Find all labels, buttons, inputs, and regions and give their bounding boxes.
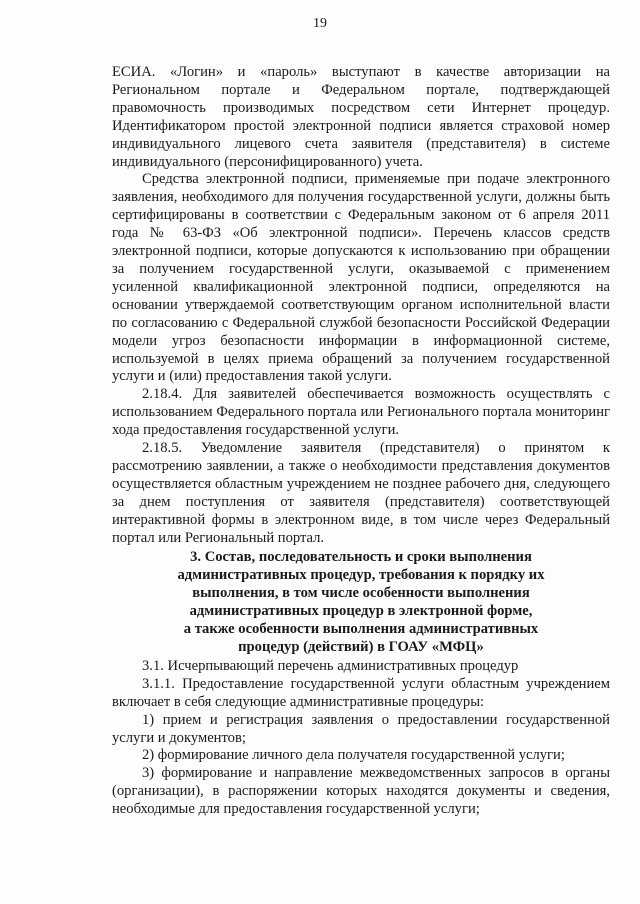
paragraph-2-18-4: 2.18.4. Для заявителей обеспечивается возможность осуществлять с использованием Федерального портала или Регионального портала мониторинг хода предоставления государственной услуги. <box>112 386 610 439</box>
heading-line: а также особенности выполнения административных <box>183 621 539 638</box>
list-item-2: 2) формирование личного дела получателя государственной услуги; <box>142 747 565 764</box>
page-number: 19 <box>313 16 327 31</box>
heading-line: процедур (действий) в ГОАУ «МФЦ» <box>238 639 484 655</box>
list-item-3: 3) формирование и направление межведомственных запросов в органы (организации), в распоряжении которых находятся документы и сведения, необходимые для предоставления государственной услуги; <box>112 765 610 818</box>
heading-line: административных процедур, требования к порядку их <box>177 567 545 584</box>
paragraph-2-18-5: 2.18.5. Уведомление заявителя (представителя) о принятом к рассмотрению заявлении, а также о необходимости представления документов осуществляется областным учреждением не позднее рабочего дня, следующего за днем поступления от заявителя (представителя) соответствующей интерактивной формы в электронном виде, в том числе через Федеральный портал или Региональный портал. <box>112 440 610 546</box>
section-3-heading <box>112 549 610 656</box>
document-body <box>112 64 610 819</box>
paragraph-3-1: 3.1. Исчерпывающий перечень административных процедур <box>142 657 519 674</box>
heading-line: выполнения, в том числе особенности выполнения <box>192 585 530 602</box>
paragraph-esia-auth: ЕСИА. «Логин» и «пароль» выступают в качестве авторизации на Региональном портале и Федеральном портале, подтверждающей правомочность производимых посредством сети Интернет процедур. Идентификатором простой электронной подписи является страховой номер индивидуального лицевого счета заявителя (представителя) в системе индивидуального (персонифицированного) учета. <box>112 64 610 170</box>
paragraph-e-signature-means: Средства электронной подписи, применяемые при подаче электронного заявления, необходимого для получения государственной услуги, должны быть сертифицированы в соответствии с Федеральным законом от 6 апреля 2011 года № 63-ФЗ «Об электронной подписи». Перечень классов средств электронной подписи, которые допускаются к использованию при обращении за получением государственной услуги, оказываемой с применением усиленной квалификационной электронной подписи, определяются на основании утверждаемой соответствующим органом исполнительной власти по согласованию с Федеральной службой безопасности Российской Федерации модели угроз безопасности информации в информационной системе, используемой в целях приема обращений за получением государственной услуги и (или) предоставления такой услуги. <box>112 171 610 385</box>
heading-line: административных процедур в электронной форме, <box>189 603 533 620</box>
heading-line: 3. Состав, последовательность и сроки выполнения <box>190 549 532 566</box>
list-item-1: 1) прием и регистрация заявления о предоставлении государственной услуги и документов; <box>112 711 610 746</box>
paragraph-3-1-1: 3.1.1. Предоставление государственной услуги областным учреждением включает в себя следующие административные процедуры: <box>112 675 610 710</box>
